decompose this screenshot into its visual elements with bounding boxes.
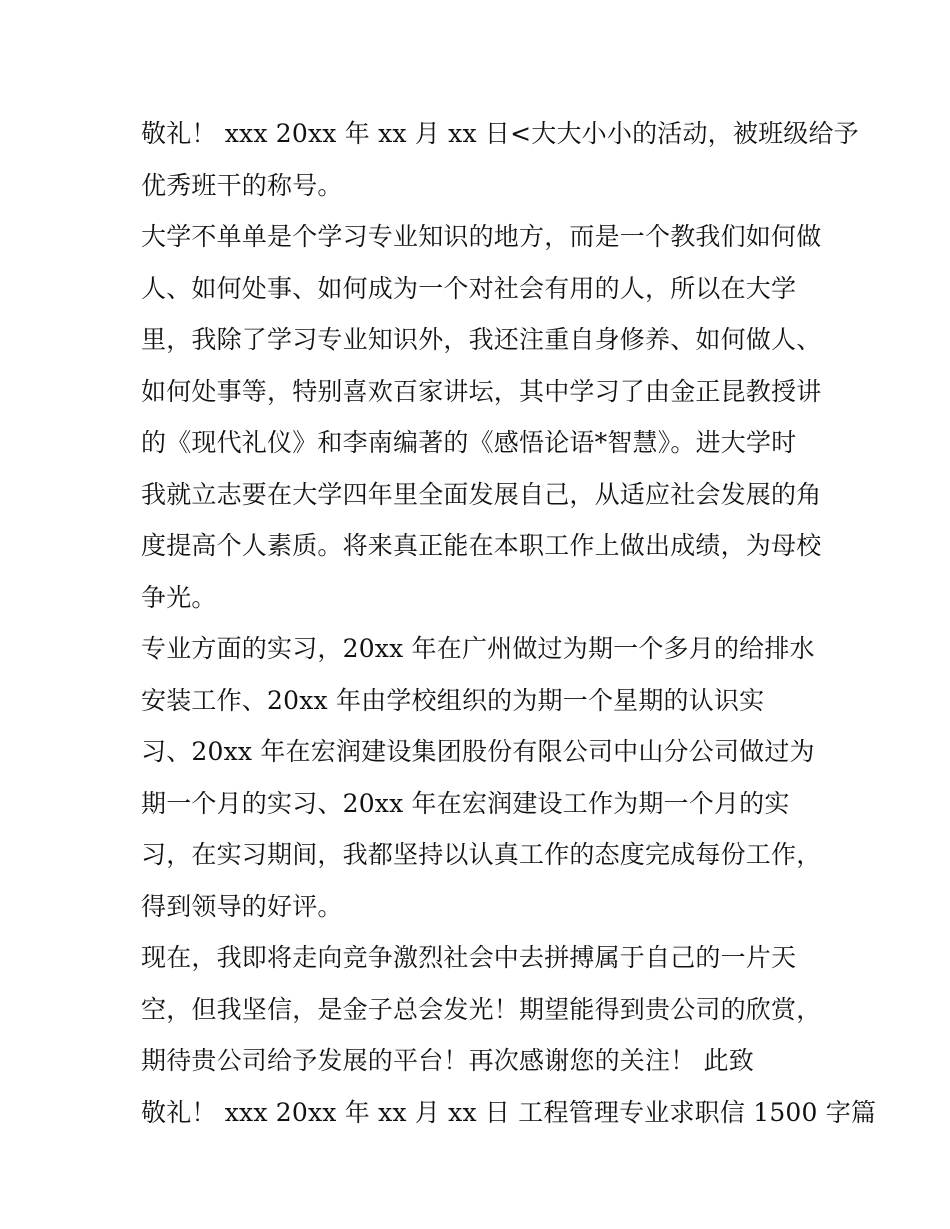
text-line: 如何处事等，特别喜欢百家讲坛，其中学习了由金正昆教授讲 <box>141 376 822 406</box>
text-line: 安装工作、20xx 年由学校组织的为期一个星期的认识实 <box>141 685 765 715</box>
text-line: 习，在实习期间，我都坚持以认真工作的态度完成每份工作， <box>141 840 822 869</box>
text-line: 我就立志要在大学四年里全面发展自己，从适应社会发展的角 <box>141 479 822 509</box>
text-line: 得到领导的好评。 <box>141 891 343 921</box>
text-line: 敬礼！ xxx 20xx 年 xx 月 xx 日<大大小小的活动，被班级给予 <box>141 119 859 148</box>
text-line: 现在，我即将走向竞争激烈社会中去拼搏属于自己的一片天 <box>141 943 797 972</box>
text-line: 敬礼！ xxx 20xx 年 xx 月 xx 日 工程管理专业求职信 1500 字篇 <box>141 1097 877 1127</box>
text-line: 优秀班干的称号。 <box>141 170 343 200</box>
text-line: 度提高个人素质。将来真正能在本职工作上做出成绩，为母校 <box>141 531 822 560</box>
text-line: 大学不单单是个学习专业知识的地方，而是一个教我们如何做 <box>141 222 822 251</box>
text-line: 的《现代礼仪》和李南编著的《感悟论语*智慧》。进大学时 <box>141 428 797 457</box>
text-line: 人、如何处事、如何成为一个对社会有用的人，所以在大学 <box>141 273 797 303</box>
text-line: 里，我除了学习专业知识外，我还注重自身修养、如何做人、 <box>141 325 822 354</box>
document-body <box>141 108 877 1138</box>
text-line: 习、20xx 年在宏润建设集团股份有限公司中山分公司做过为 <box>141 737 815 766</box>
text-line: 专业方面的实习，20xx 年在广州做过为期一个多月的给排水 <box>141 634 815 663</box>
text-line: 空，但我坚信，是金子总会发光！期望能得到贵公司的欣赏， <box>141 994 822 1024</box>
text-line: 争光。 <box>141 582 217 612</box>
text-line: 期待贵公司给予发展的平台！再次感谢您的关注！ 此致 <box>141 1046 754 1075</box>
text-line: 期一个月的实习、20xx 年在宏润建设工作为期一个月的实 <box>141 788 790 818</box>
